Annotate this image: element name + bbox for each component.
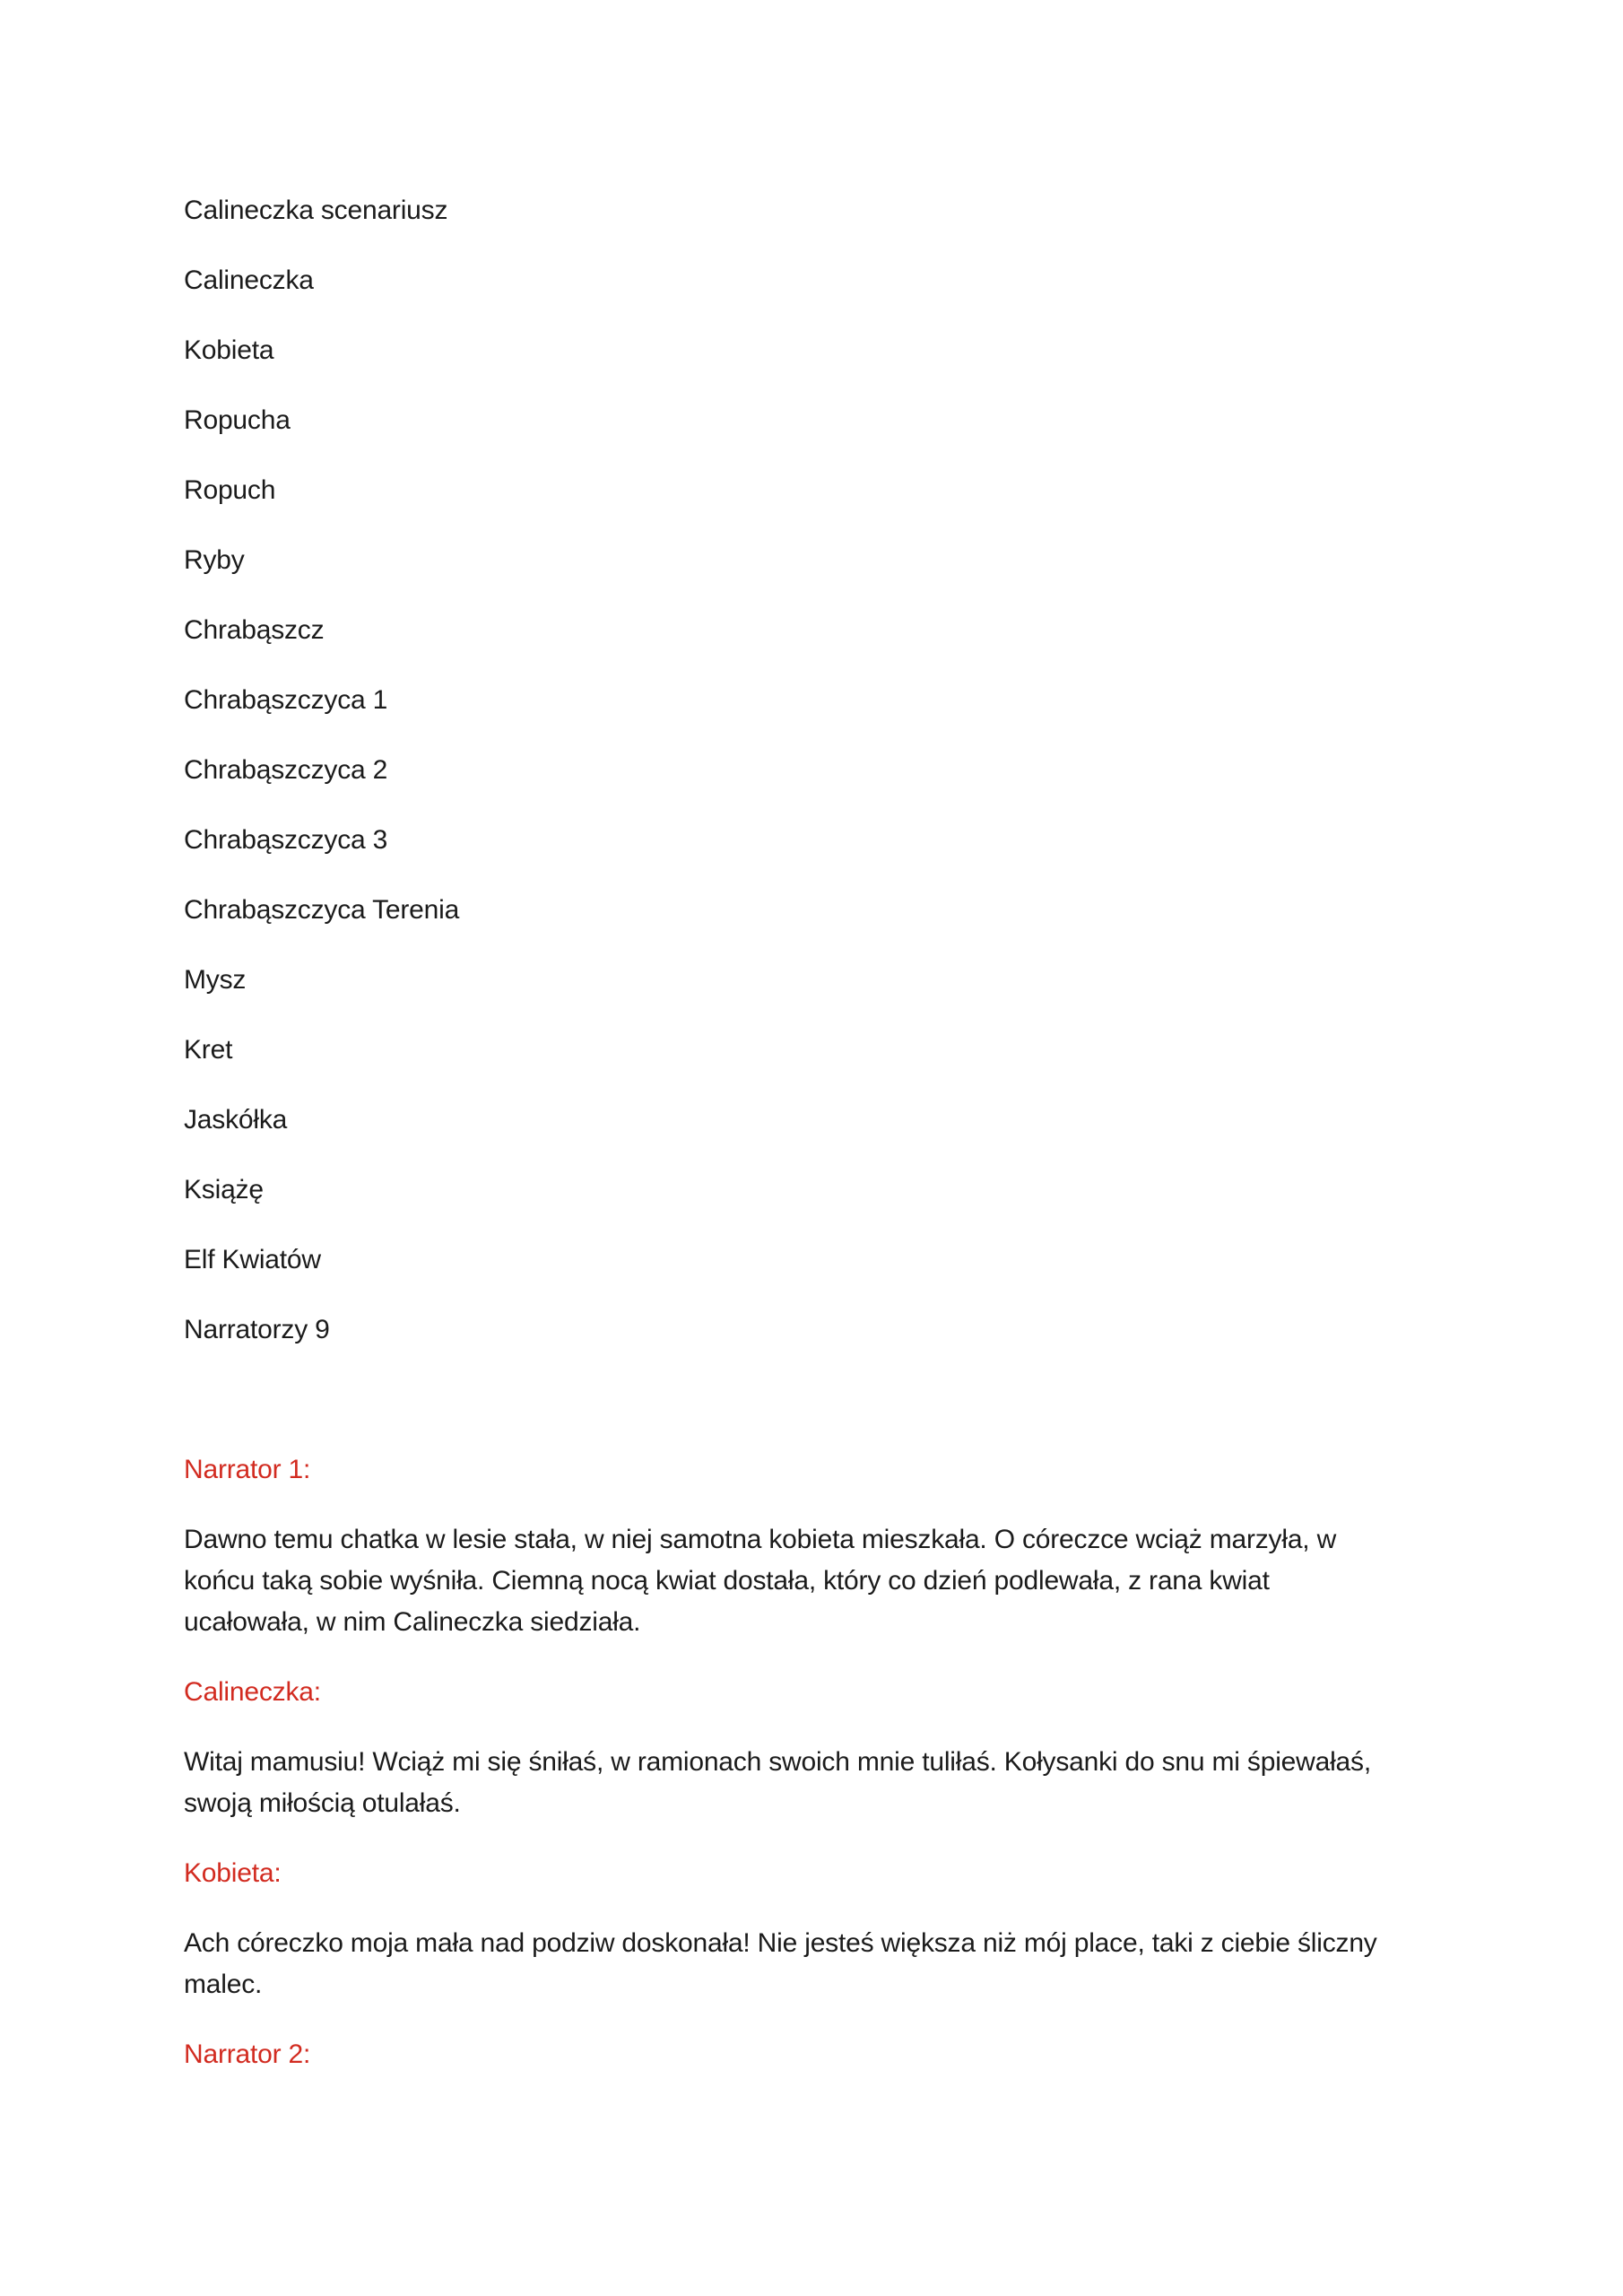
cast-item: Jaskółka bbox=[184, 1105, 288, 1135]
cast-item: Calineczka bbox=[184, 265, 314, 295]
cast-item: Ropuch bbox=[184, 475, 276, 505]
cast-item: Narratorzy 9 bbox=[184, 1315, 330, 1344]
cast-item: Chrabąszczyca 3 bbox=[184, 825, 388, 855]
cast-item: Chrabąszczyca 1 bbox=[184, 685, 388, 715]
cast-item: Mysz bbox=[184, 965, 247, 995]
cast-item: Calineczka scenariusz bbox=[184, 196, 448, 225]
cast-item: Ropucha bbox=[184, 405, 291, 435]
dialogue-line: ucałowała, w nim Calineczka siedziała. bbox=[184, 1607, 641, 1637]
cast-item: Kret bbox=[184, 1035, 233, 1065]
cast-item: Książę bbox=[184, 1175, 264, 1205]
cast-item: Chrabąszczyca Terenia bbox=[184, 895, 460, 925]
dialogue-line: Witaj mamusiu! Wciąż mi się śniłaś, w ramionach swoich mnie tuliłaś. Kołysanki do snu mi śpiewałaś, bbox=[184, 1747, 1371, 1777]
dialogue-paragraph bbox=[184, 1742, 1448, 1824]
speaker-header: Kobieta: bbox=[184, 1858, 282, 1888]
dialogue-line: Dawno temu chatka w lesie stała, w niej samotna kobieta mieszkała. O córeczce wciąż marzyła, w bbox=[184, 1525, 1337, 1554]
script-section-narrator-2 bbox=[184, 2034, 1448, 2075]
dialogue-paragraph bbox=[184, 1923, 1448, 2005]
script-section-calineczka bbox=[184, 1672, 1448, 1824]
speaker-header: Narrator 2: bbox=[184, 2039, 311, 2069]
cast-item: Chrabąszczyca 2 bbox=[184, 755, 388, 785]
script-section-narrator-1 bbox=[184, 1449, 1448, 1643]
cast-item: Elf Kwiatów bbox=[184, 1245, 321, 1274]
speaker-header: Calineczka: bbox=[184, 1677, 321, 1707]
speaker-header: Narrator 1: bbox=[184, 1455, 311, 1484]
cast-item: Ryby bbox=[184, 545, 245, 575]
dialogue-line: swoją miłością otulałaś. bbox=[184, 1788, 461, 1818]
blank-line bbox=[184, 1379, 1448, 1449]
dialogue-paragraph bbox=[184, 1519, 1448, 1643]
script-section-kobieta bbox=[184, 1853, 1448, 2005]
cast-item: Chrabąszcz bbox=[184, 615, 325, 645]
dialogue-line: malec. bbox=[184, 1970, 263, 1999]
dialogue-line: Ach córeczko moja mała nad podziw doskonała! Nie jesteś większa niż mój place, taki z ciebie śliczny bbox=[184, 1928, 1377, 1958]
cast-item: Kobieta bbox=[184, 335, 274, 365]
cast-list bbox=[184, 190, 1448, 1351]
dialogue-line: końcu taką sobie wyśniła. Ciemną nocą kwiat dostała, który co dzień podlewała, z rana kwiat bbox=[184, 1566, 1270, 1596]
